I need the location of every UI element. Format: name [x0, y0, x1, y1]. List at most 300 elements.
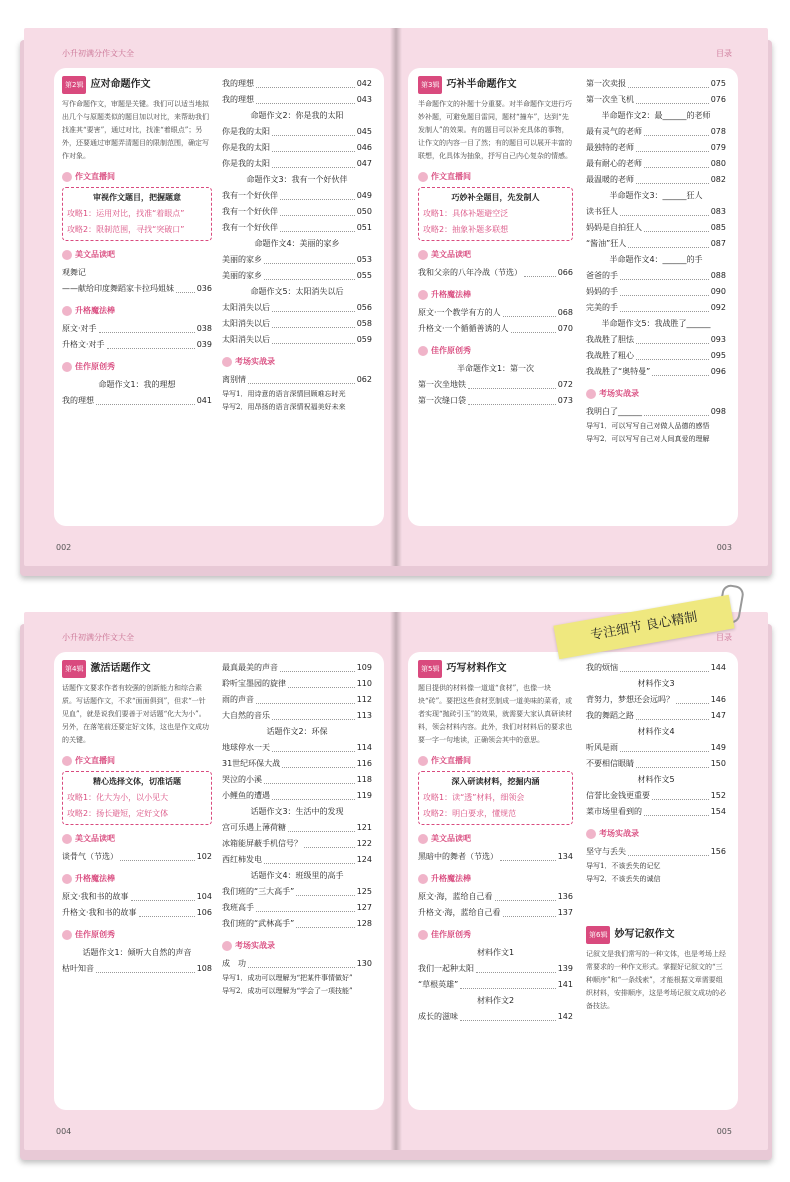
leader-dots	[644, 804, 709, 816]
leader-dots	[476, 961, 556, 973]
toc-row	[586, 236, 726, 252]
subtopic-heading: 半命题作文4：______的手	[609, 255, 703, 264]
toc-page: 146	[710, 695, 726, 704]
toc-row	[222, 852, 372, 868]
section-heading: 考场实战录	[586, 386, 726, 402]
leader-dots	[272, 332, 355, 344]
toc-row	[222, 820, 372, 836]
toc-title: 宫可乐遇上薄荷糖	[222, 823, 286, 832]
toc-row	[586, 756, 726, 772]
toc-title: 妈妈是自拍狂人	[586, 223, 642, 232]
leader-dots	[96, 961, 195, 973]
running-head: 小升初满分作文大全	[62, 49, 134, 58]
toc-row	[62, 961, 212, 977]
toc-row	[62, 337, 212, 353]
toc-title: 我们班的“三大高手”	[222, 887, 295, 896]
book-spread-top	[20, 28, 772, 576]
toc-row	[62, 321, 212, 337]
toc-title: 最独特的老师	[586, 143, 634, 152]
toc-page: 095	[710, 351, 726, 360]
strategy-box	[418, 771, 573, 825]
toc-page: 090	[710, 287, 726, 296]
toc-page: 106	[196, 908, 212, 917]
strategy-tip: 攻略1：化大为小，以小见大	[67, 793, 169, 802]
page-number: 004	[56, 1127, 72, 1136]
toc-page: 047	[356, 159, 372, 168]
leader-dots	[176, 281, 195, 293]
strategy-box	[62, 771, 212, 825]
leader-dots	[495, 889, 556, 901]
subtopic-heading: 命题作文3：我有一个好伙伴	[246, 175, 348, 184]
book-spread-bottom	[20, 612, 772, 1160]
toc-page: 108	[196, 964, 212, 973]
toc-title: 我的理想	[222, 95, 254, 104]
leader-dots	[280, 660, 355, 672]
toc-page: 088	[710, 271, 726, 280]
toc-row	[222, 836, 372, 852]
toc-row	[62, 889, 212, 905]
strategy-tip: 攻略2：明白要求，懂规范	[423, 809, 517, 818]
section-heading: 作文直播间	[418, 753, 573, 769]
toc-page: 154	[710, 807, 726, 816]
section-heading: 升格魔法棒	[418, 871, 573, 887]
toc-row	[586, 124, 726, 140]
leader-dots	[99, 321, 195, 333]
toc-page: 147	[710, 711, 726, 720]
toc-title: 最真最美的声音	[222, 663, 278, 672]
chapter-heading	[418, 76, 573, 94]
chapter-intro: 题目提供的材料像一道道“食材”，也像一块块“砖”。要把这些食材烹制成一道美味的菜肴，或者实现“抛砖引玉”的效果，就需要大家认真研读材料，领会材料内容。此外，我们对材料后的要求也要一字一句地读，正确领会其中的意思。	[418, 684, 573, 744]
toc-title: 坚守与丢失	[586, 847, 626, 856]
page-number: 003	[716, 543, 732, 552]
chapter-heading	[62, 660, 212, 678]
toc-title: 升格文·一个循循善诱的人	[418, 324, 509, 333]
page-content	[54, 68, 384, 526]
toc-row	[222, 916, 372, 932]
leader-dots	[652, 788, 709, 800]
toc-page: 096	[710, 367, 726, 376]
toc-title: 聆听宝墨园的旋律	[222, 679, 286, 688]
toc-page: 058	[356, 319, 372, 328]
chapter-title: 巧写材料作文	[446, 663, 507, 674]
toc-page: 046	[356, 143, 372, 152]
toc-row	[586, 844, 726, 860]
leader-dots	[628, 76, 709, 88]
strategy-tip: 攻略2：扬长避短，定好文体	[67, 809, 169, 818]
leader-dots	[620, 204, 709, 216]
toc-row	[586, 348, 726, 364]
leader-dots	[503, 305, 556, 317]
toc-page: 102	[196, 852, 212, 861]
toc-page: 122	[356, 839, 372, 848]
leader-dots	[288, 676, 355, 688]
toc-title: 升格文·对手	[62, 340, 105, 349]
toc-page: 042	[356, 79, 372, 88]
toc-page: 079	[710, 143, 726, 152]
subtopic-heading: 半命题作文2：最______的老师	[601, 111, 711, 120]
toc-title: 我战胜了“奥特曼”	[586, 367, 651, 376]
leader-dots	[248, 956, 355, 968]
toc-row	[586, 364, 726, 380]
toc-row	[586, 156, 726, 172]
leader-dots	[620, 740, 709, 752]
strategy-tip: 攻略1：读“透”材料，细领会	[423, 793, 525, 802]
running-head: 目录	[716, 49, 732, 58]
toc-title: 第一次坐飞机	[586, 95, 634, 104]
toc-row	[222, 692, 372, 708]
toc-page: 062	[356, 375, 372, 384]
toc-row	[222, 156, 372, 172]
leader-dots	[256, 76, 355, 88]
leader-dots	[272, 316, 355, 328]
toc-page: 119	[356, 791, 372, 800]
toc-page: 083	[710, 207, 726, 216]
chapter-heading	[418, 660, 573, 678]
leader-dots	[264, 252, 355, 264]
toc-row	[222, 676, 372, 692]
toc-row	[62, 849, 212, 865]
toc-row	[586, 268, 726, 284]
leader-dots	[256, 92, 355, 104]
toc-page: 049	[356, 191, 372, 200]
toc-page: 050	[356, 207, 372, 216]
leader-dots	[264, 268, 355, 280]
leader-dots	[264, 852, 355, 864]
leader-dots	[644, 156, 709, 168]
leader-dots	[636, 92, 709, 104]
toc-page: 144	[710, 663, 726, 672]
strategy-tip: 攻略2：限制范围，寻找“突破口”	[67, 225, 185, 234]
guide-note: 导写2．成功可以理解为“学会了一项技能”	[222, 987, 353, 995]
toc-row	[586, 660, 726, 676]
chapter-intro: 半命题作文的补题十分重要。对半命题作文进行巧妙补题，可避免题目雷同，题材“撞车”，达到“先发制人”的效果。有的题目可以补充具体的事物，让作文的内容一目了然；有的题目可以展开丰富的联想，化具体为抽象，抒写自己内心复杂的情感。	[418, 100, 572, 160]
toc-title: 不要相信眼睛	[586, 759, 634, 768]
toc-row	[586, 204, 726, 220]
tape-label: 专注细节 良心精制	[553, 595, 734, 659]
section-heading: 佳作原创秀	[62, 359, 212, 375]
toc-row	[586, 404, 726, 420]
section-heading: 作文直播间	[62, 753, 212, 769]
leader-dots	[468, 377, 556, 389]
leader-dots	[636, 708, 709, 720]
toc-row	[222, 268, 372, 284]
toc-row	[586, 788, 726, 804]
toc-title: 黑暗中的舞者（节选）	[418, 852, 498, 861]
toc-page: 093	[710, 335, 726, 344]
subtopic-heading: 半命题作文1：第一次	[456, 364, 535, 373]
toc-row	[418, 305, 573, 321]
toc-row	[586, 740, 726, 756]
toc-page: 087	[710, 239, 726, 248]
page-content	[54, 652, 384, 1110]
leader-dots	[272, 300, 355, 312]
toc-title: 最有灵气的老师	[586, 127, 642, 136]
toc-title: 我班高手	[222, 903, 254, 912]
toc-page: 121	[356, 823, 372, 832]
toc-page: 068	[557, 308, 573, 317]
subtopic-heading: 话题作文3：生活中的发现	[250, 807, 344, 816]
leader-dots	[636, 332, 709, 344]
subtopic-heading: 话题作文2：环保	[266, 727, 328, 736]
toc-page: 092	[710, 303, 726, 312]
toc-row	[222, 204, 372, 220]
toc-page: 112	[356, 695, 372, 704]
toc-title: 我们一起种太阳	[418, 964, 474, 973]
toc-page: 036	[196, 284, 212, 293]
toc-row	[586, 92, 726, 108]
subtopic-heading: 命题作文5：太阳消失以后	[250, 287, 344, 296]
section-heading: 作文直播间	[418, 169, 573, 185]
subtopic-heading: 材料作文4	[637, 727, 675, 736]
leader-dots	[644, 404, 709, 416]
chapter-title: 巧补半命题作文	[446, 79, 517, 90]
toc-page: 041	[196, 396, 212, 405]
toc-row	[586, 692, 726, 708]
page-right	[396, 612, 768, 1150]
toc-title: 我们班的“武林高手”	[222, 919, 295, 928]
chapter-badge: 第4辑	[62, 660, 86, 678]
toc-row	[222, 92, 372, 108]
leader-dots	[272, 788, 355, 800]
chapter-title: 激活话题作文	[90, 663, 151, 674]
leader-dots	[256, 692, 355, 704]
toc-page: 038	[196, 324, 212, 333]
leader-dots	[636, 756, 709, 768]
toc-title: 大自然的音乐	[222, 711, 270, 720]
toc-title: 妈妈的手	[586, 287, 618, 296]
toc-title: 我的烦恼	[586, 663, 618, 672]
toc-row	[418, 321, 573, 337]
toc-title: 美丽的家乡	[222, 255, 262, 264]
toc-page: 045	[356, 127, 372, 136]
chapter-heading	[586, 926, 726, 944]
toc-page: 134	[557, 852, 573, 861]
strategy-tip: 攻略2：抽象补题多联想	[423, 225, 509, 234]
strategy-box	[418, 187, 573, 241]
toc-row	[418, 849, 573, 865]
leader-dots	[652, 364, 708, 376]
toc-row	[586, 76, 726, 92]
toc-row	[222, 372, 372, 388]
toc-row	[418, 977, 573, 993]
toc-title: ——献给印度舞蹈家卡拉玛姐妹	[62, 284, 174, 293]
subtopic-heading: 半命题作文5：我战胜了______	[601, 319, 711, 328]
toc-row	[222, 188, 372, 204]
page-left	[24, 612, 396, 1150]
subtopic-heading: 材料作文3	[637, 679, 675, 688]
strategy-box	[62, 187, 212, 241]
leader-dots	[636, 172, 709, 184]
toc-row	[222, 316, 372, 332]
toc-row	[418, 889, 573, 905]
toc-page: 039	[196, 340, 212, 349]
toc-title: 菜市场里看到的	[586, 807, 642, 816]
chapter-badge: 第6辑	[586, 926, 610, 944]
section-heading: 美文品读吧	[418, 831, 573, 847]
page-number: 002	[56, 543, 72, 552]
toc-row	[222, 900, 372, 916]
leader-dots	[272, 708, 355, 720]
toc-row	[222, 884, 372, 900]
toc-title: 我的舞蹈之路	[586, 711, 634, 720]
page-left	[24, 28, 396, 566]
book-spine	[390, 612, 402, 1150]
toc-title: 我的理想	[222, 79, 254, 88]
section-heading: 考场实战录	[222, 354, 372, 370]
toc-title: 离别情	[222, 375, 246, 384]
toc-title: 地球停水一天	[222, 743, 270, 752]
toc-title: 成 功	[222, 959, 246, 968]
leader-dots	[644, 220, 709, 232]
subtopic-heading: 材料作文1	[476, 948, 515, 957]
toc-row	[418, 393, 573, 409]
toc-row	[222, 124, 372, 140]
toc-title: 31世纪环保大战	[222, 759, 281, 768]
toc-page: 076	[710, 95, 726, 104]
toc-page: 059	[356, 335, 372, 344]
guide-note: 导写1．可以写写自己对做人品德的感悟	[586, 422, 710, 430]
toc-title: 读书狂人	[586, 207, 618, 216]
leader-dots	[620, 268, 709, 280]
toc-title: 背努力，梦想还会远吗？	[586, 695, 674, 704]
toc-page: 082	[710, 175, 726, 184]
toc-title: 我和父亲的八年冷战（节选）	[418, 268, 522, 277]
leader-dots	[468, 393, 556, 405]
strategy-title: 审视作文题目，把握题意	[93, 193, 181, 202]
page-number: 005	[716, 1127, 732, 1136]
toc-title: 我有一个好伙伴	[222, 223, 278, 232]
leader-dots	[280, 204, 355, 216]
leader-dots	[272, 124, 355, 136]
toc-page: 104	[196, 892, 212, 901]
chapter-intro: 记叙文是我们常写的一种文体，也是考场上经常要求的一种作文形式。掌握好记叙文的“三种顺序”和“一条线索”，才能根据文章需要组织材料，安排顺序，这是考场记叙文成功的必备技法。	[586, 950, 726, 1010]
toc-row	[222, 740, 372, 756]
guide-note: 导写1．成功可以理解为“把某件事情做好”	[222, 974, 353, 982]
toc-title: 爸爸的手	[586, 271, 618, 280]
leader-dots	[139, 905, 195, 917]
chapter-title: 应对命题作文	[90, 79, 151, 90]
toc-row	[586, 220, 726, 236]
toc-page: 141	[557, 980, 573, 989]
leader-dots	[280, 220, 355, 232]
toc-page: 125	[356, 887, 372, 896]
toc-page: 149	[710, 743, 726, 752]
guide-note: 导写2．用昂扬的语言深情祝福美好未来	[222, 403, 346, 411]
toc-page: 053	[356, 255, 372, 264]
toc-title: 你是我的太阳	[222, 127, 270, 136]
toc-title: 哭泣的小溪	[222, 775, 262, 784]
toc-row	[62, 905, 212, 921]
toc-row	[62, 281, 212, 297]
toc-title: 第一次缝口袋	[418, 396, 466, 405]
subtopic-heading: 话题作文4：班级里的高手	[250, 871, 344, 880]
page-content	[408, 68, 738, 526]
leader-dots	[296, 884, 354, 896]
running-head: 小升初满分作文大全	[62, 633, 134, 642]
toc-row	[586, 300, 726, 316]
toc-page: 130	[356, 959, 372, 968]
toc-row	[222, 660, 372, 676]
leader-dots	[296, 916, 354, 928]
toc-page: 098	[710, 407, 726, 416]
leader-dots	[282, 756, 355, 768]
guide-note: 导写1．用诗意的语言深情回顾难忘时光	[222, 390, 346, 398]
leader-dots	[524, 265, 556, 277]
toc-page: 070	[557, 324, 573, 333]
toc-row	[418, 377, 573, 393]
toc-title: 冰箱能屏蔽手机信号？	[222, 839, 302, 848]
toc-page: 137	[557, 908, 573, 917]
toc-page: 056	[356, 303, 372, 312]
toc-title: 枯叶知音	[62, 964, 94, 973]
toc-row	[418, 265, 573, 281]
toc-title: 升格文·我和书的故事	[62, 908, 137, 917]
toc-title: 第一次坐地铁	[418, 380, 466, 389]
leader-dots	[628, 236, 708, 248]
toc-title: 雨的声音	[222, 695, 254, 704]
toc-title: 我战胜了胆怯	[586, 335, 634, 344]
toc-page: 080	[710, 159, 726, 168]
toc-title: 升格文·海，蓝给自己看	[418, 908, 501, 917]
leader-dots	[620, 660, 709, 672]
chapter-intro: 话题作文要求作者有较强的创新能力和综合素质。写话题作文，不求“面面俱到”，但求“一针见血”，就是说我们要善于对话题“化大为小”。另外，在落笔前还要定好文体，这也是作文成功的关键。	[62, 684, 209, 744]
section-heading: 美文品读吧	[62, 247, 212, 263]
toc-page: 142	[557, 1012, 573, 1021]
toc-page: 055	[356, 271, 372, 280]
leader-dots	[107, 337, 195, 349]
toc-row	[222, 300, 372, 316]
toc-title: 完美的手	[586, 303, 618, 312]
leader-dots	[676, 692, 709, 704]
section-heading: 美文品读吧	[418, 247, 573, 263]
toc-title: 谈骨气（节选）	[62, 852, 118, 861]
leader-dots	[272, 740, 355, 752]
toc-title: 原文·对手	[62, 324, 97, 333]
page-content	[408, 652, 738, 1110]
leader-dots	[460, 977, 555, 989]
toc-row	[418, 961, 573, 977]
toc-page: 127	[356, 903, 372, 912]
leader-dots	[272, 156, 355, 168]
toc-page: 073	[557, 396, 573, 405]
chapter-badge: 第5辑	[418, 660, 442, 678]
toc-page: 139	[557, 964, 573, 973]
toc-row	[222, 252, 372, 268]
toc-row	[222, 220, 372, 236]
toc-page: 110	[356, 679, 372, 688]
toc-page: 150	[710, 759, 726, 768]
toc-title: 最温暖的老师	[586, 175, 634, 184]
toc-title: 西红柿发电	[222, 855, 262, 864]
leader-dots	[460, 1009, 556, 1021]
section-heading: 考场实战录	[222, 938, 372, 954]
section-heading: 佳作原创秀	[418, 927, 573, 943]
toc-row	[418, 905, 573, 921]
leader-dots	[620, 284, 709, 296]
leader-dots	[256, 900, 355, 912]
toc-row	[586, 140, 726, 156]
toc-row	[222, 956, 372, 972]
guide-note: 导写2．不该丢失的诚信	[586, 875, 661, 883]
toc-title: 原文·一个教学有方的人	[418, 308, 501, 317]
toc-page: 128	[356, 919, 372, 928]
toc-title: 你是我的太阳	[222, 159, 270, 168]
toc-row	[418, 1009, 573, 1025]
chapter-badge: 第2辑	[62, 76, 86, 94]
toc-page: 109	[356, 663, 372, 672]
book-spine	[390, 28, 402, 566]
toc-page: 072	[557, 380, 573, 389]
